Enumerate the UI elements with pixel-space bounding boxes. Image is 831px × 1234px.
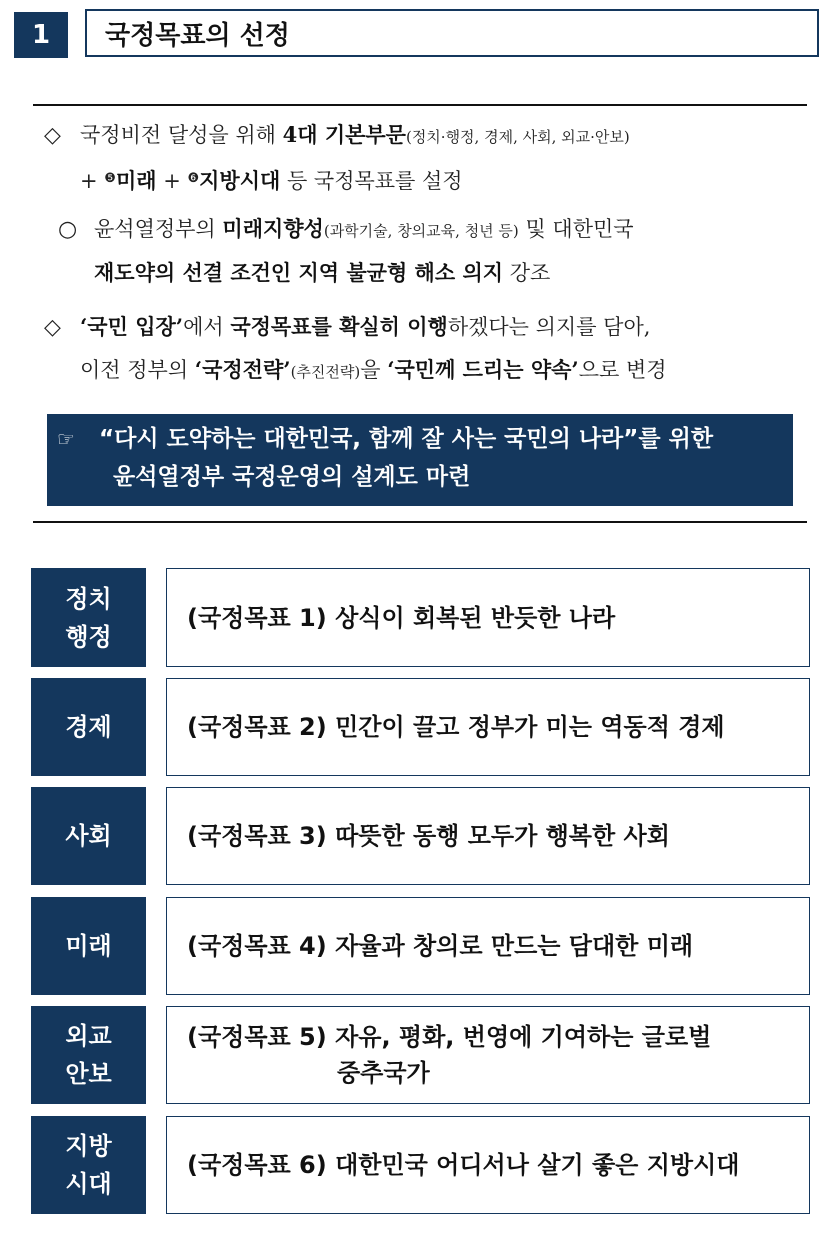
section-number: 1 — [14, 12, 68, 58]
category-line-1: 미래 — [65, 932, 112, 960]
paragraph-3-line-1 — [44, 306, 667, 349]
category-label — [31, 1006, 146, 1104]
p3-l2-bold-2: ‘국민께 드리는 약속’ — [387, 357, 579, 382]
p1-plus: + — [80, 169, 105, 193]
p1-bold: 4대 기본부문 — [282, 122, 406, 147]
paragraph-2-line-2 — [58, 252, 634, 294]
goal-box — [166, 787, 810, 885]
goal-text: (국정목표 3) 따뜻한 동행 모두가 행복한 사회 — [187, 822, 670, 850]
category-label — [31, 897, 146, 995]
p3-l2-bold-1: ‘국정전략’ — [194, 357, 291, 382]
category-line-1: 외교 — [65, 1022, 112, 1050]
goal-box — [166, 1116, 810, 1214]
p3-l2-text-c: 으로 변경 — [578, 358, 667, 382]
section-title — [85, 9, 819, 57]
goal-text-continued: 중추국가 — [337, 1059, 430, 1087]
p3-text-b: 하겠다는 의지를 담아, — [447, 315, 651, 339]
category-line-2: 안보 — [65, 1060, 112, 1088]
paragraph-1-line-1 — [44, 114, 630, 158]
goal-box — [166, 1006, 810, 1104]
p1-small: (정치·행정, 경제, 사회, 외교·안보) — [405, 128, 630, 146]
bottom-rule — [33, 521, 807, 523]
diamond-bullet-icon: ◇ — [44, 315, 61, 340]
pointing-hand-icon: ☞ — [57, 427, 75, 451]
section-title-text: 국정목표의 선정 — [105, 20, 290, 51]
goal-text: (국정목표 5) 자유, 평화, 번영에 기여하는 글로벌 — [187, 1023, 712, 1051]
category-line-2: 시대 — [65, 1170, 112, 1198]
circled-six-icon: ❻ — [187, 171, 200, 186]
goal-text: (국정목표 6) 대한민국 어디서나 살기 좋은 지방시대 — [187, 1151, 740, 1179]
circled-five-icon: ❺ — [104, 171, 116, 186]
p1-mirae: 미래 — [115, 168, 157, 193]
category-line-1: 사회 — [65, 822, 112, 850]
p3-l2-text: 이전 정부의 — [80, 358, 195, 382]
p3-text: 에서 — [183, 315, 231, 339]
p2-rest: 강조 — [503, 261, 551, 285]
category-label — [31, 1116, 146, 1214]
p2-bold: 미래지향성 — [222, 216, 324, 241]
p3-l2-text-b: 을 — [360, 358, 388, 382]
p2-bold-2: 재도약의 선결 조건인 지역 불균형 해소 의지 — [94, 260, 504, 285]
diamond-bullet-icon: ◇ — [44, 123, 61, 148]
goal-text: (국정목표 1) 상식이 회복된 반듯한 나라 — [187, 603, 616, 632]
category-line-1: 지방 — [65, 1132, 112, 1160]
goal-box — [166, 897, 810, 995]
paragraph-1 — [44, 114, 630, 202]
paragraph-3-line-2 — [44, 349, 667, 393]
p1-rest: 등 국정목표를 설정 — [280, 169, 463, 193]
p1-jibang: 지방시대 — [199, 168, 281, 193]
goal-text: (국정목표 4) 자율과 창의로 만드는 담대한 미래 — [187, 932, 694, 960]
paragraph-2 — [58, 208, 634, 294]
circle-bullet-icon: ○ — [58, 217, 78, 242]
category-label — [31, 568, 146, 667]
goal-text: (국정목표 2) 민간이 끌고 정부가 미는 역동적 경제 — [187, 713, 725, 741]
p1-text: 국정비전 달성을 위해 — [80, 123, 283, 147]
paragraph-3 — [44, 306, 667, 393]
goal-box — [166, 678, 810, 776]
paragraph-1-line-2 — [44, 158, 630, 202]
category-label — [31, 787, 146, 885]
callout-line-1 — [57, 420, 783, 458]
p2-text: 윤석열정부의 — [94, 217, 223, 241]
category-label — [31, 678, 146, 776]
category-line-2: 행정 — [65, 622, 112, 651]
goal-text-wrap — [187, 1019, 711, 1091]
category-line-1: 정치 — [65, 584, 112, 613]
p3-l2-small: (추진전략) — [290, 363, 361, 381]
goal-box — [166, 568, 810, 667]
category-line-1: 경제 — [65, 713, 112, 741]
callout-line-2: 윤석열정부 국정운영의 설계도 마련 — [113, 464, 471, 490]
vision-callout — [47, 414, 793, 506]
p3-bold-2: 국정목표를 확실히 이행 — [230, 314, 448, 339]
p2-small: (과학기술, 창의교육, 청년 등) — [323, 222, 519, 240]
p2-text-b: 및 대한민국 — [518, 217, 634, 241]
p1-plus-2: + — [156, 169, 188, 193]
paragraph-2-line-1 — [58, 208, 634, 252]
p3-bold-1: ‘국민 입장’ — [80, 314, 184, 339]
top-rule — [33, 104, 807, 106]
callout-text-1: “다시 도약하는 대한민국, 함께 잘 사는 국민의 나라”를 위한 — [99, 426, 714, 452]
